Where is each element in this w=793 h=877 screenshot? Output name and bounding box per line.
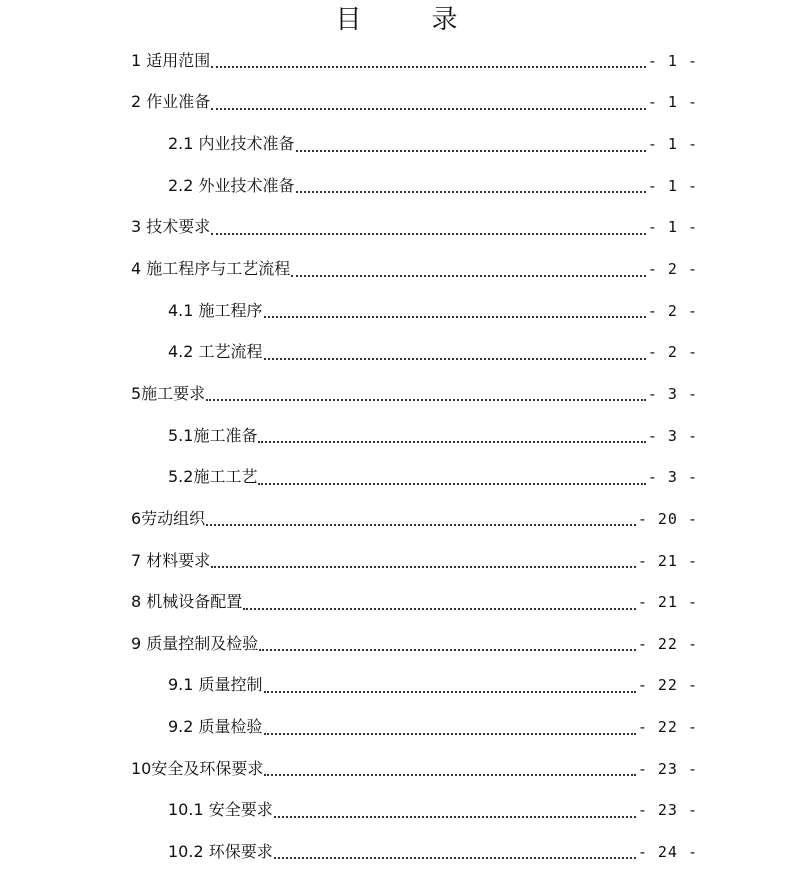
toc-dot-leader bbox=[264, 732, 636, 735]
toc-entry[interactable] bbox=[0, 581, 793, 623]
toc-entry[interactable] bbox=[0, 748, 793, 790]
toc-entry[interactable] bbox=[0, 456, 793, 498]
toc-dot-leader bbox=[211, 565, 636, 568]
toc-entry[interactable] bbox=[0, 290, 793, 332]
toc-entry-label: 10.2 环保要求 bbox=[168, 841, 273, 861]
toc-page-number: - 22 - bbox=[637, 634, 698, 653]
toc-entry-label: 9 质量控制及检验 bbox=[131, 633, 259, 653]
toc-title: 目 录 bbox=[335, 5, 480, 35]
toc-entry[interactable] bbox=[0, 40, 793, 82]
toc-entry[interactable] bbox=[0, 623, 793, 665]
toc-entry[interactable] bbox=[0, 790, 793, 832]
toc-page-number: - 1 - bbox=[647, 176, 698, 195]
toc-entry-label: 9.2 质量检验 bbox=[168, 717, 263, 737]
toc-entry-label: 4 施工程序与工艺流程 bbox=[131, 259, 291, 279]
toc-dot-leader bbox=[243, 607, 636, 610]
toc-entry-label: 5.2施工工艺 bbox=[168, 467, 258, 487]
toc-page-number: - 2 - bbox=[647, 343, 698, 362]
toc-entry[interactable] bbox=[0, 207, 793, 249]
toc-dot-leader bbox=[264, 357, 646, 360]
toc-entry-label: 10安全及环保要求 bbox=[131, 758, 264, 778]
toc-entry[interactable] bbox=[0, 706, 793, 748]
toc-entry[interactable] bbox=[0, 415, 793, 457]
toc-entry-label: 2.2 外业技术准备 bbox=[168, 175, 295, 195]
toc-page-number: - 23 - bbox=[637, 801, 698, 820]
toc-dot-leader bbox=[296, 190, 646, 193]
toc-page-number: - 2 - bbox=[647, 260, 698, 279]
toc-entry-label: 1 适用范围 bbox=[131, 50, 211, 70]
toc-dot-leader bbox=[264, 315, 646, 318]
toc-entry[interactable] bbox=[0, 665, 793, 707]
toc-dot-leader bbox=[206, 398, 646, 401]
toc-page-number: - 1 - bbox=[647, 218, 698, 237]
toc-page-number: - 3 - bbox=[647, 384, 698, 403]
toc-dot-leader bbox=[264, 773, 635, 776]
toc-entry[interactable] bbox=[0, 331, 793, 373]
toc-page-number: - 1 - bbox=[647, 93, 698, 112]
toc-entry-label: 8 机械设备配置 bbox=[131, 592, 243, 612]
toc-page-number: - 20 - bbox=[637, 509, 698, 528]
toc-page-number: - 21 - bbox=[637, 551, 698, 570]
toc-dot-leader bbox=[291, 274, 646, 277]
toc-page-number: - 21 - bbox=[637, 593, 698, 612]
toc-dot-leader bbox=[211, 107, 646, 110]
toc-page-number: - 1 - bbox=[647, 51, 698, 70]
toc-dot-leader bbox=[211, 232, 646, 235]
toc-dot-leader bbox=[259, 648, 636, 651]
toc-entry-label: 10.1 安全要求 bbox=[168, 800, 273, 820]
toc-page-number: - 3 - bbox=[647, 426, 698, 445]
toc-dot-leader bbox=[258, 482, 645, 485]
toc-entry-label: 3 技术要求 bbox=[131, 217, 211, 237]
toc-page-number: - 2 - bbox=[647, 301, 698, 320]
toc-dot-leader bbox=[264, 690, 636, 693]
toc-entry[interactable] bbox=[0, 373, 793, 415]
toc-entry-label: 5.1施工准备 bbox=[168, 425, 258, 445]
toc-dot-leader bbox=[296, 149, 646, 152]
toc-page-number: - 22 - bbox=[637, 718, 698, 737]
toc-dot-leader bbox=[258, 440, 645, 443]
toc-entry-label: 7 材料要求 bbox=[131, 550, 211, 570]
toc-entry-label: 4.1 施工程序 bbox=[168, 300, 263, 320]
toc-entry-label: 5施工要求 bbox=[131, 383, 206, 403]
toc-entry[interactable] bbox=[0, 540, 793, 582]
toc-dot-leader bbox=[274, 815, 636, 818]
toc-page-number: - 22 - bbox=[637, 676, 698, 695]
toc-entry[interactable] bbox=[0, 82, 793, 124]
table-of-contents bbox=[0, 40, 793, 873]
toc-page-number: - 23 - bbox=[637, 759, 698, 778]
toc-page-number: - 1 - bbox=[647, 135, 698, 154]
toc-entry[interactable] bbox=[0, 498, 793, 540]
toc-entry[interactable] bbox=[0, 123, 793, 165]
toc-entry[interactable] bbox=[0, 165, 793, 207]
toc-entry-label: 9.1 质量控制 bbox=[168, 675, 263, 695]
toc-entry-label: 2.1 内业技术准备 bbox=[168, 134, 295, 154]
toc-entry-label: 4.2 工艺流程 bbox=[168, 342, 263, 362]
toc-entry[interactable] bbox=[0, 248, 793, 290]
toc-dot-leader bbox=[211, 65, 646, 68]
toc-entry-label: 2 作业准备 bbox=[131, 92, 211, 112]
toc-dot-leader bbox=[274, 856, 636, 859]
toc-page-number: - 3 - bbox=[647, 468, 698, 487]
toc-entry-label: 6劳动组织 bbox=[131, 508, 206, 528]
toc-dot-leader bbox=[206, 523, 636, 526]
toc-page-number: - 24 - bbox=[637, 842, 698, 861]
toc-entry[interactable] bbox=[0, 831, 793, 873]
